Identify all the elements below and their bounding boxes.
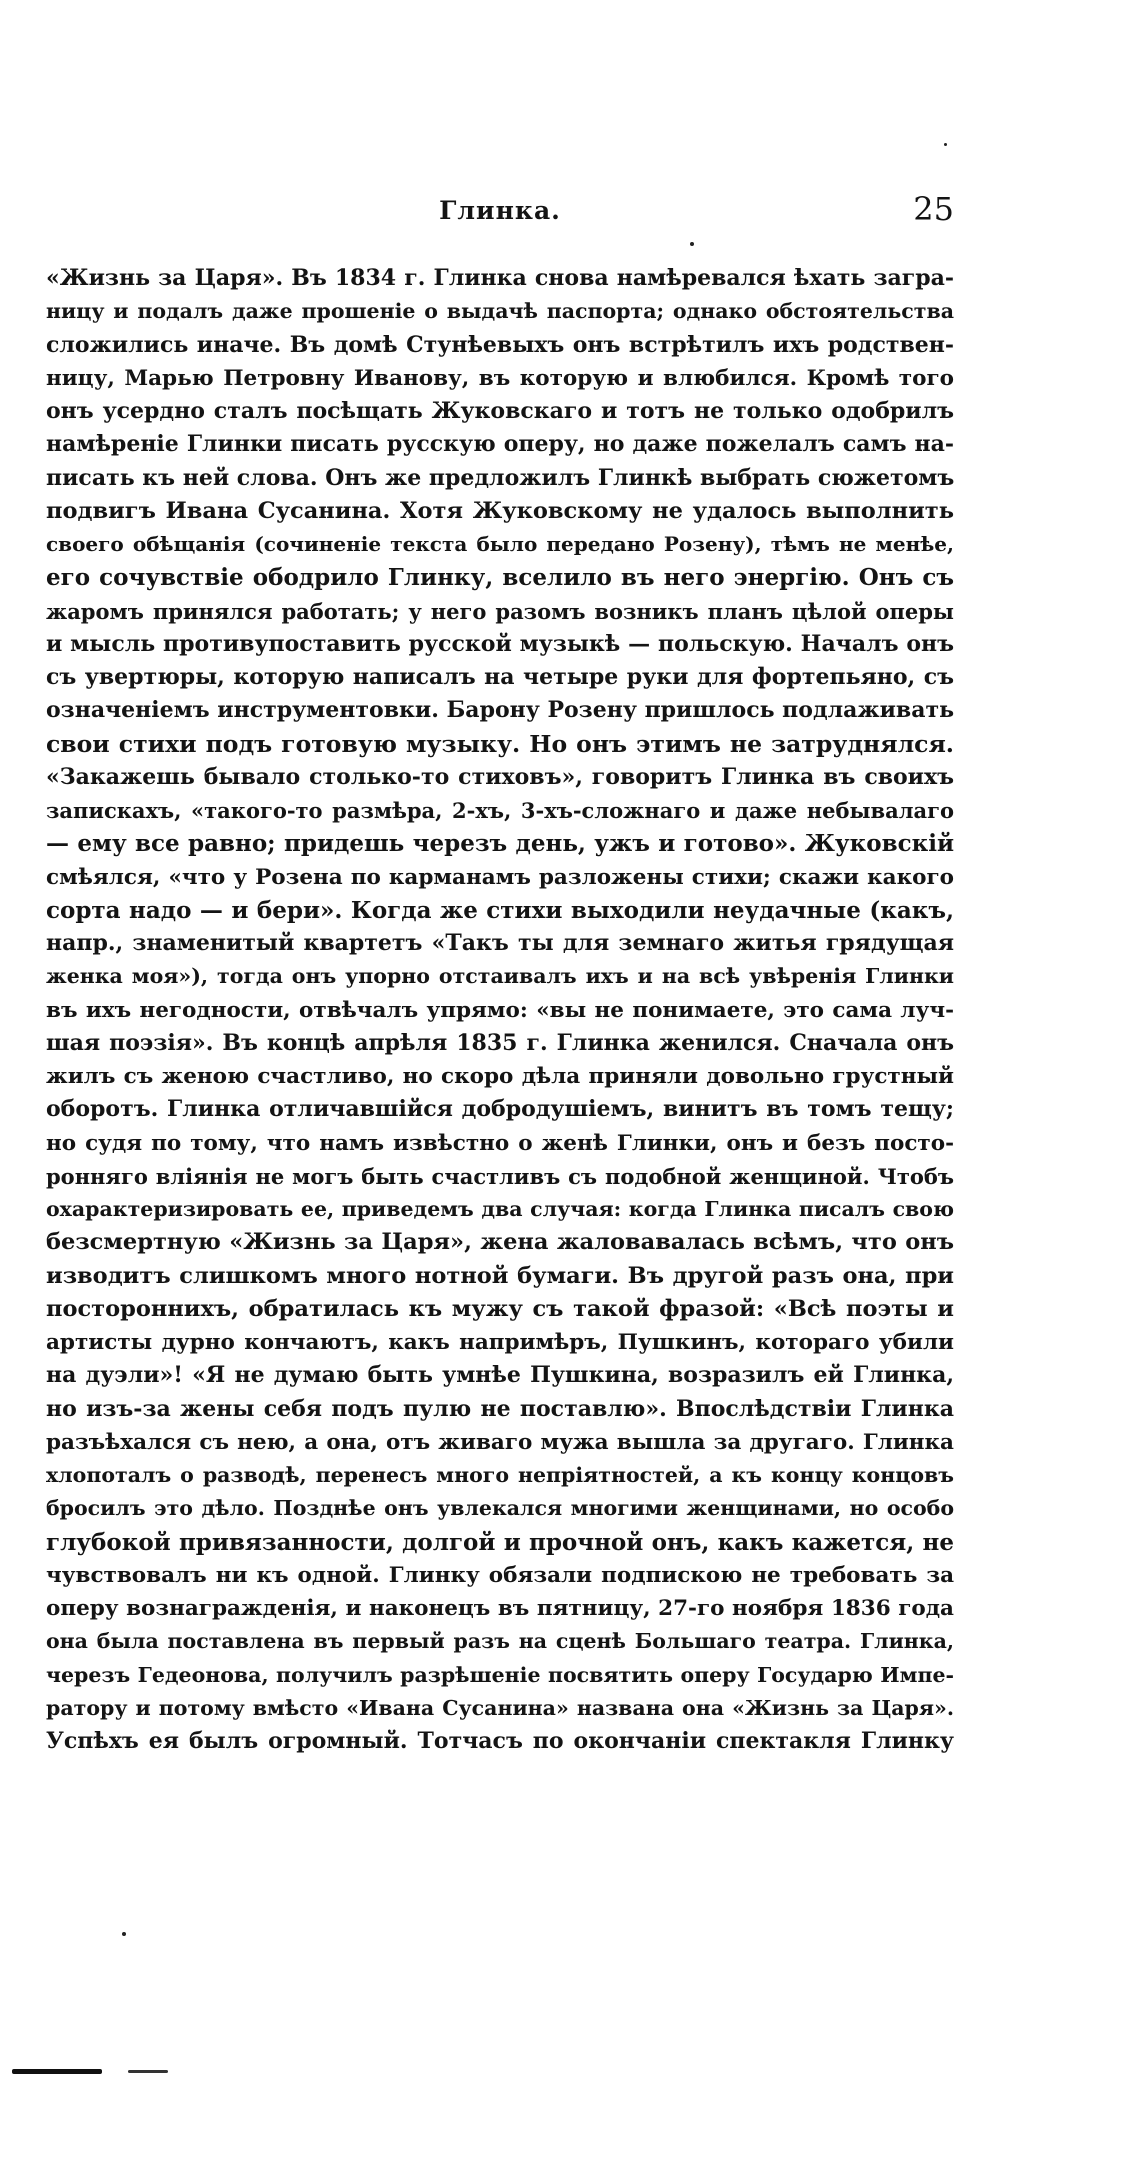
text-line: напр., знаменитый квартетъ «Такъ ты для земнаго житья грядущая — [46, 930, 954, 956]
text-line: «Закажешь бывало столько-то стиховъ», говоритъ Глинка въ своихъ — [46, 763, 954, 790]
page-header — [46, 190, 954, 240]
text-line: запискахъ, «такого-то размѣра, 2-хъ, 3-хъ-сложнаго и даже небывалаго — [46, 798, 954, 823]
text-line: разъѣхался съ нею, а она, отъ живаго мужа вышла за другаго. Глинка — [46, 1429, 954, 1455]
scan-smudge — [128, 2070, 168, 2073]
text-line: смѣялся, «что у Розена по карманамъ разложены стихи; скажи какого — [46, 864, 954, 890]
text-line: — ему все равно; придешь черезъ день, ужъ и готово». Жуковскій — [46, 830, 954, 858]
text-line: означеніемъ инструментовки. Барону Розену пришлось подлаживать — [46, 697, 954, 724]
text-line: Успѣхъ ея былъ огромный. Тотчасъ по окончаніи спектакля Глинку — [46, 1728, 954, 1754]
text-line: артисты дурно кончаютъ, какъ напримѣръ, Пушкинъ, котораго убили — [46, 1330, 954, 1355]
scan-smudge — [12, 2069, 102, 2074]
text-line: черезъ Гедеонова, получилъ разрѣшеніе посвятить оперу Государю Импе- — [46, 1662, 954, 1687]
text-line: сорта надо — и бери». Когда же стихи выходили неудачные (какъ, — [46, 896, 954, 924]
text-line: хлопоталъ о разводѣ, перенесъ много непріятностей, а къ концу концовъ — [46, 1463, 954, 1487]
text-line: она была поставлена въ первый разъ на сценѣ Большаго театра. Глинка, — [46, 1629, 954, 1654]
page-number: 25 — [913, 190, 954, 228]
text-line: ронняго вліянія не могъ быть счастливъ съ подобной женщиной. Чтобъ — [46, 1163, 954, 1189]
text-line: свои стихи подъ готовую музыку. Но онъ этимъ не затруднялся. — [46, 729, 954, 758]
text-line: на дуэли»! «Я не думаю быть умнѣе Пушкина, возразилъ ей Глинка, — [46, 1362, 954, 1389]
text-line: шая поэзія». Въ концѣ апрѣля 1835 г. Глинка женился. Сначала онъ — [46, 1029, 954, 1056]
text-line: подвигъ Ивана Сусанина. Хотя Жуковскому не удалось выполнить — [46, 497, 954, 524]
text-line: жаромъ принялся работать; у него разомъ возникъ планъ цѣлой оперы — [46, 598, 954, 624]
text-line: съ увертюры, которую написалъ на четыре руки для фортепьяно, съ — [46, 664, 954, 690]
scan-speck — [122, 1932, 126, 1936]
text-line: ницу, Марью Петровну Иванову, въ которую и влюбился. Кромѣ того — [46, 365, 954, 391]
text-line: его сочувствіе ободрило Глинку, вселило въ него энергію. Онъ съ — [46, 564, 954, 592]
text-line: глубокой привязанности, долгой и прочной онъ, какъ кажется, не — [46, 1528, 954, 1556]
text-line: сложились иначе. Въ домѣ Стунѣевыхъ онъ встрѣтилъ ихъ родствен- — [46, 331, 954, 358]
text-line: но судя по тому, что намъ извѣстно о женѣ Глинки, онъ и безъ посто- — [46, 1130, 954, 1156]
text-line: изводитъ слишкомъ много нотной бумаги. Въ другой разъ она, при — [46, 1262, 954, 1289]
text-line: женка моя»), тогда онъ упорно отстаивалъ ихъ и на всѣ увѣренія Глинки — [46, 964, 954, 989]
text-line: въ ихъ негодности, отвѣчалъ упрямо: «вы не понимаете, это сама луч- — [46, 997, 954, 1023]
scan-speck — [944, 143, 947, 146]
text-line: и мысль противупоставить русской музыкѣ — польскую. Началъ онъ — [46, 630, 954, 657]
text-line: чувствовалъ ни къ одной. Глинку обязали подпискою не требовать за — [46, 1562, 954, 1588]
text-line: бросилъ это дѣло. Позднѣе онъ увлекался многими женщинами, но особо — [46, 1496, 954, 1521]
scan-speck — [690, 242, 694, 246]
text-line: оперу вознагражденія, и наконецъ въ пятницу, 27-го ноября 1836 года — [46, 1596, 954, 1621]
text-line: ницу и подалъ даже прошеніе о выдачѣ паспорта; однако обстоятельства — [46, 299, 954, 324]
text-line: намѣреніе Глинки писать русскую оперу, но даже пожелалъ самъ на- — [46, 431, 954, 458]
text-line: ратору и потому вмѣсто «Ивана Сусанина» названа она «Жизнь за Царя». — [46, 1695, 954, 1720]
text-line: безсмертную «Жизнь за Царя», жена жаловавалась всѣмъ, что онъ — [46, 1229, 954, 1256]
text-line: охарактеризировать ее, приведемъ два случая: когда Глинка писалъ свою — [46, 1197, 954, 1221]
text-line: своего обѣщанія (сочиненіе текста было передано Розену), тѣмъ не менѣе, — [46, 532, 954, 556]
text-line: онъ усердно сталъ посѣщать Жуковскаго и тотъ не только одобрилъ — [46, 398, 954, 424]
running-title: Глинка. — [439, 196, 561, 225]
text-line: писать къ ней слова. Онъ же предложилъ Глинкѣ выбрать сюжетомъ — [46, 464, 954, 491]
text-line: жилъ съ женою счастливо, но скоро дѣла приняли довольно грустный — [46, 1064, 954, 1089]
text-line: постороннихъ, обратилась къ мужу съ такой фразой: «Всѣ поэты и — [46, 1295, 954, 1322]
body-text — [46, 262, 954, 1758]
text-line: оборотъ. Глинка отличавшійся добродушіемъ, винитъ въ томъ тещу; — [46, 1096, 954, 1123]
text-line: «Жизнь за Царя». Въ 1834 г. Глинка снова намѣревался ѣхать загра- — [46, 265, 954, 291]
text-line: но изъ-за жены себя подъ пулю не поставлю». Впослѣдствіи Глинка — [46, 1395, 954, 1422]
